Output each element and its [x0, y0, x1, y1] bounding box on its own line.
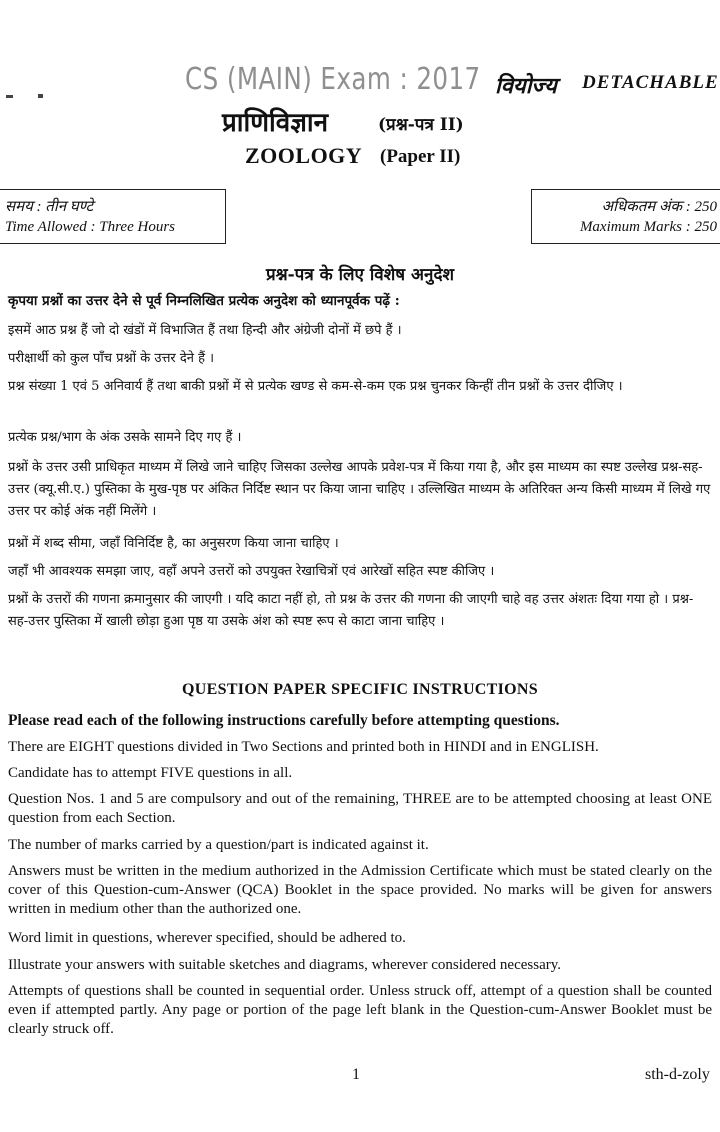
time-allowed-english: Time Allowed : Three Hours — [5, 219, 176, 235]
maximum-marks-box — [531, 189, 720, 244]
maximum-marks-english: Maximum Marks : 250 — [579, 219, 717, 235]
scan-mark — [38, 94, 43, 98]
english-instruction-item: There are EIGHT questions divided in Two Sections and printed both in HINDI and in ENGLISH. — [8, 739, 599, 755]
hindi-instruction-item: जहाँ भी आवश्यक समझा जाए, वहाँ अपने उत्तरों को उपयुक्त रेखाचित्रों एवं आरेखों सहित स्पष्ट कीजिए । — [8, 564, 495, 579]
hindi-instruction-item: प्रश्नों के उत्तरों की गणना क्रमानुसार की जाएगी । यदि काटा नहीं हो, तो प्रश्न के उत्तर की गणना की जाएगी चाहे वह उत्तर अंशतः दिया गया हो । प्रश्न-सह-उत्तर पुस्तिका में खाली छोड़ा हुआ पृष्ठ या उसके अंश को स्पष्ट रूप से काटा जाना चाहिए । — [8, 592, 694, 629]
hindi-instructions-heading: प्रश्न-पत्र के लिए विशेष अनुदेश — [265, 265, 455, 285]
english-instruction-item: The number of marks carried by a question/part is indicated against it. — [8, 837, 429, 853]
detachable-label-english: DETACHABLE — [582, 72, 719, 93]
paper-number-hindi: (प्रश्न-पत्र II) — [378, 115, 464, 135]
english-instruction-item: Attempts of questions shall be counted in sequential order. Unless struck off, attempt of a question shall be counted even if attempted partly. Any page or portion of the page left blank in the Question-cum-Answer Booklet must be clearly struck off. — [8, 983, 712, 1037]
english-instruction-item: Answers must be written in the medium authorized in the Admission Certificate which must be stated clearly on the cover of this Question-cum-Answer (QCA) Booklet in the space provided. No marks will be given for answers written in medium other than the authorized one. — [8, 863, 712, 917]
english-instruction-item: Candidate has to attempt FIVE questions in all. — [8, 765, 293, 781]
paper-number-english: (Paper II) — [380, 146, 461, 167]
hindi-instruction-item: प्रत्येक प्रश्न/भाग के अंक उसके सामने दिए गए हैं । — [8, 430, 242, 445]
detachable-label-hindi: वियोज्य — [495, 73, 557, 99]
paper-code: sth-d-zoly — [645, 1066, 710, 1083]
subject-title-hindi: प्राणिविज्ञान — [222, 108, 329, 138]
maximum-marks-hindi: अधिकतम अंक : 250 — [601, 199, 717, 215]
hindi-instruction-item: इसमें आठ प्रश्न हैं जो दो खंडों में विभाजित हैं तथा हिन्दी और अंग्रेजी दोनों में छपे हैं । — [8, 323, 402, 338]
time-allowed-hindi: समय : तीन घण्टे — [5, 199, 94, 215]
hindi-instruction-item: प्रश्नों में शब्द सीमा, जहाँ विनिर्दिष्ट है, का अनुसरण किया जाना चाहिए । — [8, 536, 339, 551]
exam-stamp: CS (MAIN) Exam : 2017 — [185, 62, 481, 97]
scan-mark — [6, 95, 13, 98]
english-instruction-item: Question Nos. 1 and 5 are compulsory and out of the remaining, THREE are to be attempted choosing at least ONE question from each Section. — [8, 791, 712, 826]
hindi-instruction-item: परीक्षार्थी को कुल पाँच प्रश्नों के उत्तर देने हैं । — [8, 351, 215, 366]
subject-title-english: ZOOLOGY — [245, 143, 363, 168]
hindi-instructions-lead: कृपया प्रश्नों का उत्तर देने से पूर्व निम्नलिखित प्रत्येक अनुदेश को ध्यानपूर्वक पढ़ें : — [8, 293, 400, 309]
hindi-instruction-item: प्रश्नों के उत्तर उसी प्राधिकृत माध्यम में लिखे जाने चाहिए जिसका उल्लेख आपके प्रवेश-पत्र में किया गया है, और इस माध्यम का स्पष्ट उल्लेख प्रश्न-सह-उत्तर (क्यू.सी.ए.) पुस्तिका के मुख-पृष्ठ पर अंकित निर्दिष्ट स्थान पर किया जाना चाहिए । उल्लिखित माध्यम के अतिरिक्त अन्य किसी माध्यम में लिखे गए उत्तर पर कोई अंक नहीं मिलेंगे । — [8, 460, 711, 519]
page-number: 1 — [352, 1066, 360, 1083]
hindi-instruction-item: प्रश्न संख्या 1 एवं 5 अनिवार्य हैं तथा बाकी प्रश्नों में से प्रत्येक खण्ड से कम-से-कम एक प्रश्न चुनकर किन्हीं तीन प्रश्नों के उत्तर दीजिए । — [8, 379, 623, 394]
english-instructions-heading: QUESTION PAPER SPECIFIC INSTRUCTIONS — [182, 681, 538, 698]
time-allowed-box — [0, 189, 226, 244]
english-instruction-item: Illustrate your answers with suitable sketches and diagrams, wherever considered necessary. — [8, 957, 562, 973]
english-instructions-lead: Please read each of the following instructions carefully before attempting questions. — [8, 712, 560, 729]
english-instruction-item: Word limit in questions, wherever specified, should be adhered to. — [8, 930, 406, 946]
